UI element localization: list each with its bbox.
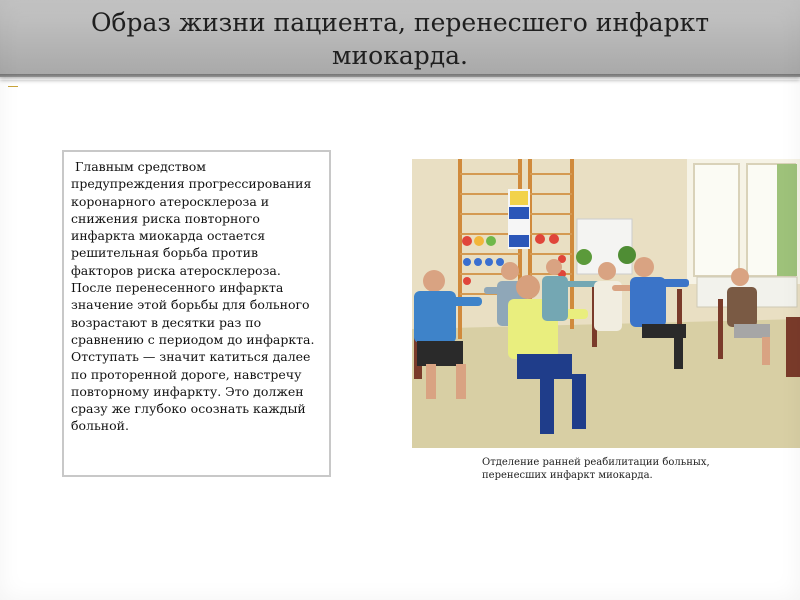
title-shadow bbox=[0, 74, 800, 80]
body-text-box bbox=[62, 150, 331, 477]
rehabilitation-photo bbox=[412, 159, 800, 448]
photo-caption: Отделение ранней реабилитации больных, перенесших инфаркт миокарда. bbox=[482, 457, 710, 481]
body-paragraph: Главным средством предупреждения прогрессирования коронарного атеросклероза и снижения риска повторного инфаркта миокарда остается решительная борьба против факторов риска атеросклероза. После перенесенного инфаркта значение этой борьбы для больного возрастают в десятки раз по сравнению с периодом до инфаркта. Отступать — значит катиться далее по проторенной дороге, навстречу повторному инфаркту. Это должен сразу же глубоко осознать каждый больной. bbox=[71, 159, 319, 434]
title-bar bbox=[0, 0, 800, 77]
slide-title: Образ жизни пациента, перенесшего инфаркт миокарда. bbox=[90, 8, 710, 70]
decorative-mark bbox=[8, 86, 18, 87]
